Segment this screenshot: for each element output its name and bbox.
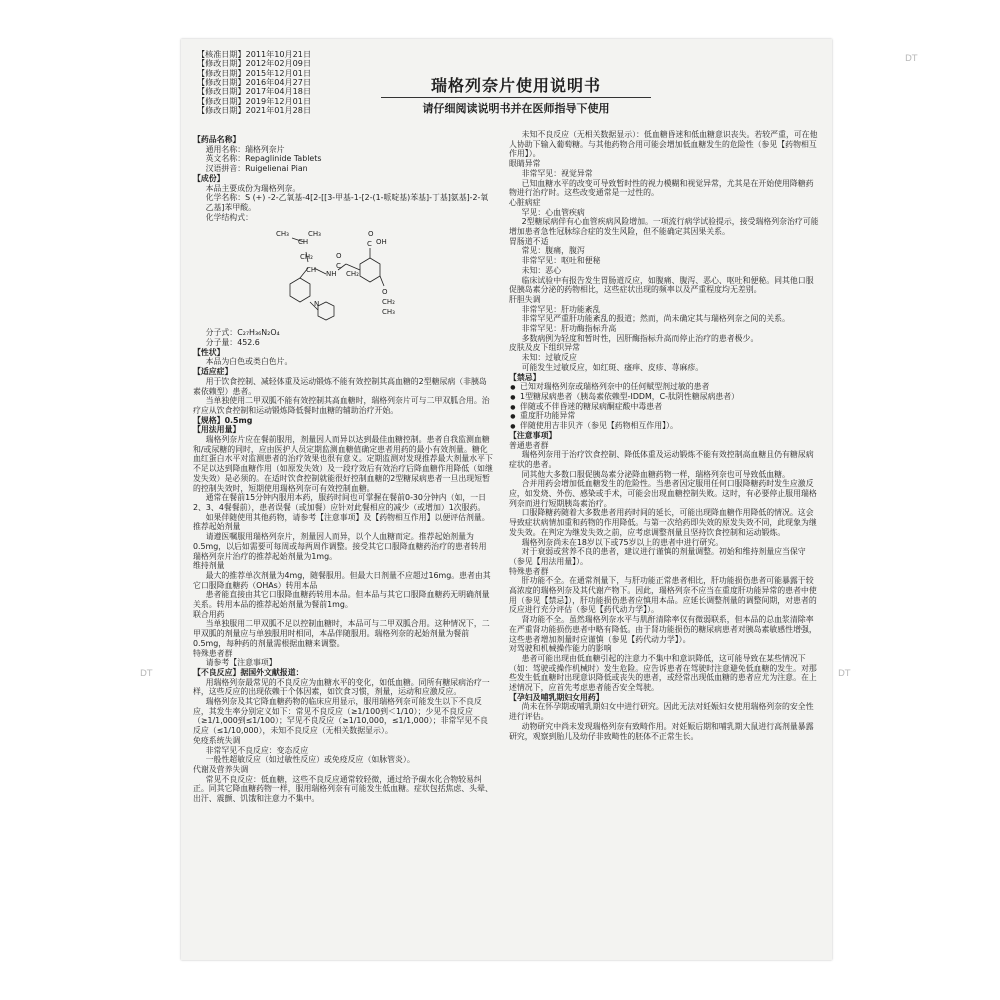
section-heading: 【孕妇及哺乳期妇女用药】 — [509, 692, 604, 702]
struct-ch3-mid: CH₃ — [308, 230, 321, 239]
section-heading: 【适应症】 — [193, 367, 233, 377]
watermark: DT — [838, 669, 851, 679]
revision-date-line: 【修改日期】2015年12月01日 — [197, 67, 312, 78]
struct-o-carbonyl: O — [336, 252, 342, 261]
struct-ch2-right: CH₂ — [346, 270, 359, 279]
contraindication-item: ● 伴随使用吉非贝齐（参见【药物相互作用】）。 — [509, 421, 819, 431]
paragraph: 当单独服用二甲双胍不足以控制血糖时，本品可与二甲双胍合用。这种情况下，二甲双胍的剂量应与单独服用时相同，本品伴随服用。瑞格列奈的起始剂量为餐前0.5mg，每种药的剂量需根据血糖来调整。 — [193, 619, 490, 648]
revision-date-line: 【修改日期】2016年04月27日 — [197, 77, 312, 88]
paragraph: 合并用药会增加低血糖发生的危险性。当患者因定服用任何口服降糖药时发生应激反应，如发烧、外伤、感染或手术，可能会出现血糖控制失败。这时，有必要停止服用瑞格列奈而进行短期胰岛素治疗。 — [509, 479, 817, 508]
paragraph: 本品主要成份为瑞格列奈。 — [205, 183, 301, 193]
document-subtitle: 请仔细阅读说明书并在医师指导下使用 — [381, 97, 651, 116]
paragraph: 未知：过敏反应 — [521, 353, 577, 363]
revision-date-line: 【修改日期】2021年01月28日 — [197, 105, 312, 116]
paragraph: 肝功能不全。在通常剂量下，与肝功能正常患者相比，肝功能损伤患者可能暴露于较高浓度的瑞格列奈及其代谢产物下。因此，瑞格列奈不应当在重度肝功能异常的患者中使用（参见【禁忌】），肝功能损伤患者应慎用本品。应延长调整剂量的调整间期，对患者的反应进行充分评估（参见【药代动力学】）。 — [509, 576, 817, 615]
paragraph: 一般性超敏反应（如过敏性反应）或免疫反应（如脉管炎）。 — [205, 755, 415, 765]
paragraph: 常见不良反应：低血糖，这些不良反应通常较轻微，通过给予碳水化合物较易纠正。同其它降血糖药物一样，服用瑞格列奈有可能发生低血糖。症状包括焦虑、头晕、出汗、震颤、饥饿和注意力不集中。 — [193, 774, 493, 804]
paragraph: 同其他大多数口服促胰岛素分泌降血糖药物一样，瑞格列奈也可导致低血糖。 — [521, 469, 790, 479]
paragraph: 本品为白色或类白色片。 — [205, 357, 293, 367]
section-heading: 【禁忌】 — [509, 372, 541, 382]
contraindication-item: ● 已知对瑞格列奈或瑞格列奈中的任何赋型剂过敏的患者 — [509, 382, 819, 392]
watermark: DT — [140, 669, 153, 679]
struct-ch: CH — [298, 238, 309, 247]
struct-n: N — [314, 300, 320, 309]
paragraph: 请参考【注意事项】 — [205, 658, 277, 668]
paragraph: 患者可能出现由低血糖引起的注意力不集中和意识降低，这可能导致在某些情况下（如：驾驶或操作机械时）发生危险。应告诉患者在驾驶时注意避免低血糖的发生。对那些发生低血糖时出现意识降低或丧失的患者，或经常出现低血糖的患者应尤为注意。在上述情况下，应首先考虑患者能否安全驾驶。 — [509, 653, 817, 693]
paragraph: 汉语拼音：Ruigelienai Pian — [205, 164, 308, 174]
paragraph: 瑞格列奈尚未在18岁以下或75岁以上的患者中进行研究。 — [521, 537, 724, 547]
section-heading: 【用法用量】 — [193, 425, 241, 435]
struct-ch3-ethyl: CH₃ — [382, 308, 395, 317]
leaflet-page — [181, 39, 832, 960]
paragraph: 已知血糖水平的改变可导致暂时性的视力模糊和视觉异常，尤其是在开始使用降糖药物进行治疗时。这些改变通常是一过性的。 — [509, 178, 814, 198]
paragraph: 临床试验中有报告发生胃肠道反应，如腹痛、腹泻、恶心、呕吐和便秘。同其他口服促胰岛素分泌的药物相比，这些症状出现的频率以及严重程度均无差别。 — [509, 275, 814, 295]
document-title: 瑞格列奈片使用说明书 — [430, 76, 601, 95]
paragraph: 化学结构式： — [205, 212, 253, 222]
paragraph: 用于饮食控制、减轻体重及运动锻炼不能有效控制其高血糖的2型糖尿病（非胰岛素依赖型）患者。 — [193, 376, 487, 396]
subsection-heading: 肝胆失调 — [509, 294, 541, 304]
paragraph: 尚未在怀孕期或哺乳期妇女中进行研究。因此无法对妊娠妇女使用瑞格列奈的安全性进行评估。 — [509, 702, 814, 722]
contraindication-item: ● 1型糖尿病患者（胰岛素依赖型-IDDM，C-肽阴性糖尿病患者） — [509, 392, 819, 402]
paragraph: 未知不良反应（无相关数据显示）：低血糖昏迷和低血糖意识丧失。若较严重，可在他人协助下输入葡萄糖。与其他药物合用可能会增加低血糖发生的危险性（参见【药物相互作用】）。 — [509, 130, 818, 159]
paragraph: 非常罕见：肝功能紊乱 — [521, 304, 601, 314]
subsection-heading: 特殊患者群 — [509, 566, 549, 576]
paragraph: 通用名称：瑞格列奈片 — [205, 144, 285, 154]
struct-ch2-left: CH₂ — [300, 253, 313, 262]
paragraph: 非常罕见严重肝功能紊乱的报道；然而，尚未确定其与瑞格列奈之间的关系。 — [521, 314, 790, 324]
struct-o-ether: O — [382, 288, 388, 297]
paragraph: 罕见：心血管疾病 — [521, 207, 585, 217]
paragraph: 肾功能不全。虽然瑞格列奈水平与肌酐清除率仅有微弱联系，但本品的总血浆清除率在严重肾功能损伤患者中略有降低。由于肾功能损伤的糖尿病患者对胰岛素敏感性增强，这些患者增加剂量时应谨慎（参见【药代动力学】）。 — [509, 615, 817, 644]
left-column — [193, 135, 493, 955]
paragraph: 非常罕见不良反应：变态反应 — [205, 745, 309, 755]
paragraph: 当单独使用二甲双胍不能有效控制其高血糖时，瑞格列奈片可与二甲双胍合用。治疗应从饮食控制和运动锻炼降低餐时血糖的辅助治疗开始。 — [193, 396, 490, 415]
paragraph: 分子量：452.6 — [205, 338, 260, 348]
paragraph: 分子式：C₂₇H₃₆N₂O₄ — [205, 328, 280, 338]
paragraph: 患者能直接由其它口服降血糖药转用本品。但本品与其它口服降血糖药无明确剂量关系。转用本品的推荐起始剂量为餐前1mg。 — [193, 590, 490, 610]
subsection-heading: 对驾驶和机械操作能力的影响 — [509, 644, 612, 654]
repaglinide-structure-diagram — [268, 224, 408, 326]
struct-ch3-top: CH₃ — [276, 230, 289, 239]
chemical-structure — [193, 224, 493, 326]
paragraph: 最大的推荐单次剂量为4mg，随餐服用。但最大日剂量不应超过16mg。患者由其它口服降血糖药（OHAs）转用本品 — [193, 570, 491, 590]
section-heading: 【不良反应】据国外文献报道： — [193, 667, 304, 677]
paragraph: 未知：恶心 — [521, 265, 562, 275]
section-heading: 【性状】 — [193, 347, 225, 357]
subsection-heading: 普通患者群 — [509, 440, 549, 450]
paragraph: 2型糖尿病伴有心血管疾病风险增加。一项流行病学试验提示，接受瑞格列奈治疗可能增加患者急性冠脉综合症的发生风险，但不能确定其因果关系。 — [509, 217, 819, 237]
paragraph: 口服降糖药随着大多数患者用药时间的延长，可能出现降血糖作用降低的情况。这会导致症状病情加重和药物的作用降低。与第一次给药即失效的原发失效不同，此现象为继发失效。在判定为继发失效之前，应考虑调整剂量且坚持饮食控制和运动锻炼。 — [509, 508, 817, 537]
section-heading: 【成份】 — [193, 173, 225, 183]
section-heading: 【药品名称】 — [193, 135, 241, 144]
revision-date-line: 【修改日期】2019年12月01日 — [197, 95, 312, 106]
subsection-heading: 眼睛异常 — [509, 159, 541, 169]
subsection-heading: 皮肤及皮下组织异常 — [509, 343, 581, 353]
paragraph: 通常在餐前15分钟内服用本药，服药时间也可掌握在餐前0-30分钟内（如，一日2、3、4餐餐前），患者误餐（或加餐）应针对此餐相应的减少（或增加）1次服药。 — [193, 493, 487, 512]
paragraph: 非常罕见：肝功酶指标升高 — [521, 324, 617, 334]
struct-ch2-ethyl: CH₂ — [382, 298, 395, 307]
paragraph: 用瑞格列奈最常见的不良反应为血糖水平的变化，如低血糖。同所有糖尿病治疗一样，这些反应的出现依赖于个体因素，如饮食习惯，剂量，运动和应激反应。 — [193, 677, 490, 697]
paragraph: 非常罕见：呕吐和便秘 — [521, 256, 601, 266]
section-heading: 【规格】0.5mg — [193, 415, 253, 425]
subsection-heading: 代谢及营养失调 — [193, 764, 249, 774]
paragraph: 非常罕见：视觉异常 — [521, 168, 593, 178]
paragraph: 如果伴随使用其他药物，请参考【注意事项】及【药物相互作用】以便评估剂量。 — [205, 512, 490, 522]
subsection-heading: 维持剂量 — [193, 561, 225, 571]
struct-o-acid: O — [368, 230, 374, 239]
struct-c-acid: C — [367, 240, 372, 249]
revision-date-line: 【修改日期】2017年04月18日 — [197, 86, 312, 97]
paragraph: 请遵医嘱服用瑞格列奈片，剂量因人而异，以个人血糖而定。推荐起始剂量为0.5mg，以后如需要可每周或每两周作调整。接受其它口服降血糖药治疗的患者转用瑞格列奈片治疗的推荐起始剂量为1mg。 — [193, 532, 487, 561]
subsection-heading: 联合用药 — [193, 609, 225, 619]
revision-date-line: 【核准日期】2011年10月21日 — [197, 49, 312, 59]
struct-nh: NH — [326, 270, 337, 279]
subsection-heading: 推荐起始剂量 — [193, 522, 241, 532]
paragraph: 动物研究中尚未发现瑞格列奈有致畸作用。对妊娠后期和哺乳期大鼠进行高剂量暴露研究，观察到胎儿及幼仔非致畸性的胚体不正常生长。 — [509, 721, 814, 741]
watermark: DT — [905, 54, 918, 64]
revision-date-line: 【修改日期】2012年02月09日 — [197, 58, 312, 69]
contraindication-item: ● 伴随或不伴昏迷的糖尿病酮症酸中毒患者 — [509, 402, 819, 412]
paragraph: 可能发生过敏反应，如红斑、瘙痒、皮疹、荨麻疹。 — [521, 362, 704, 372]
section-heading: 【注意事项】 — [509, 430, 557, 440]
paragraph: 常见：腹痛，腹泻 — [521, 246, 585, 256]
paragraph: 化学名称：S (+) -2-乙氧基-4[2-[[3-甲基-1-[2-(1-哌啶基)苯基]-丁基]氨基]-2-氧乙基]苯甲酸。 — [205, 193, 489, 212]
right-column — [509, 130, 819, 955]
struct-oh: OH — [376, 238, 387, 247]
paragraph: 瑞格列奈用于治疗饮食控制、降低体重及运动锻炼不能有效控制高血糖且仍有糖尿病症状的患者。 — [509, 450, 814, 469]
struct-c: C — [336, 262, 341, 271]
paragraph: 英文名称：Repaglinide Tablets — [205, 154, 322, 164]
subsection-heading: 免疫系统失调 — [193, 735, 241, 745]
struct-ch-chiral: CH — [306, 266, 317, 275]
paragraph: 对于衰弱或营养不良的患者，建议进行谨慎的剂量调整。初始和维持剂量应当保守（参见【用法用量】）。 — [509, 547, 806, 566]
subsection-heading: 心脏病症 — [509, 197, 541, 207]
paragraph: 瑞格列奈及其它降血糖药物的临床应用显示，服用瑞格列奈可能发生以下不良反应，其发生率分别定义如下：常见不良反应（≥1/100到＜1/10）；少见不良反应（≥1/1,000到≤1/100）；罕见不良反应（≥1/10,000，≤1/1,000）；非常罕见不良反应（≤1/10,000），未知不良反应（无相关数据显示）。 — [193, 697, 488, 736]
paragraph: 瑞格列奈片应在餐前服用，剂量因人而异以达到最佳血糖控制。患者自我监测血糖和/或尿糖的同时，应由医护人员定期监测血糖值确定患者用药的最小有效剂量。糖化血红蛋白水平对监测患者的治疗效果也很有意义。定期监测对发现推荐最大剂量水平下不足以达到降血糖作用（如原发失效）及一段疗效后有效治疗后降血糖作用降低（如继发失效）是必须的。在适时饮食控制就能很好控制血糖的2型糖尿病患者一旦出现短暂的控制失效时，短期使用瑞格列奈可有效控制血糖。 — [193, 435, 493, 493]
subsection-heading: 胃肠道不适 — [509, 236, 549, 246]
subsection-heading: 特殊患者群 — [193, 648, 233, 658]
paragraph: 多数病例为轻度和暂时性，因肝酶指标升高而停止治疗的患者极少。 — [521, 333, 759, 343]
contraindication-item: ● 重度肝功能异常 — [509, 411, 819, 421]
